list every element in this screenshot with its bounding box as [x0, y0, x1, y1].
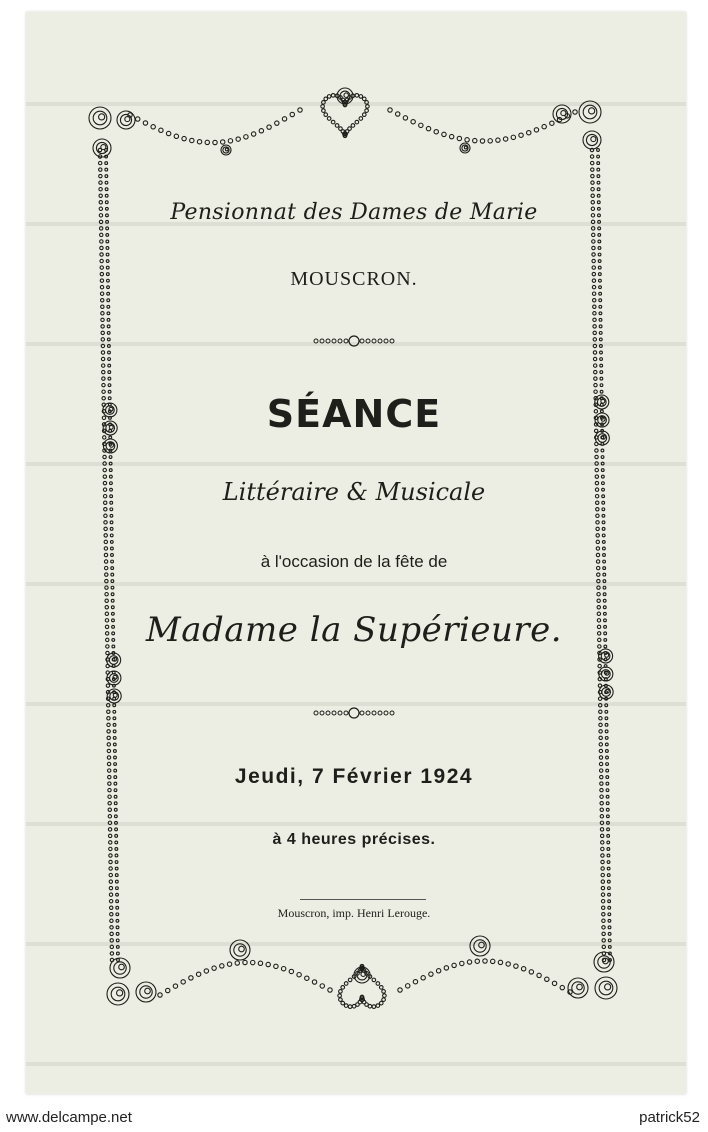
event-title: SÉANCE — [266, 392, 442, 436]
ornament-divider-bottom — [0, 705, 708, 721]
event-time: à 4 heures précises. — [272, 831, 436, 848]
event-subtitle: Littéraire & Musicale — [222, 478, 486, 506]
watermark-site: www.delcampe.net — [6, 1109, 132, 1126]
watermark-bar — [0, 1100, 708, 1132]
town-name: MOUSCRON. — [290, 268, 418, 290]
watermark-user: patrick52 — [639, 1109, 700, 1126]
school-name: Pensionnat des Dames de Marie — [170, 200, 538, 225]
printer-rule — [300, 899, 426, 900]
honoree-name: Madame la Supérieure. — [145, 610, 563, 650]
occasion-line: à l'occasion de la fête de — [260, 552, 448, 571]
printer-credit: Mouscron, imp. Henri Lerouge. — [277, 906, 431, 920]
ornament-divider-top — [0, 333, 708, 349]
event-date: Jeudi, 7 Février 1924 — [234, 765, 474, 788]
